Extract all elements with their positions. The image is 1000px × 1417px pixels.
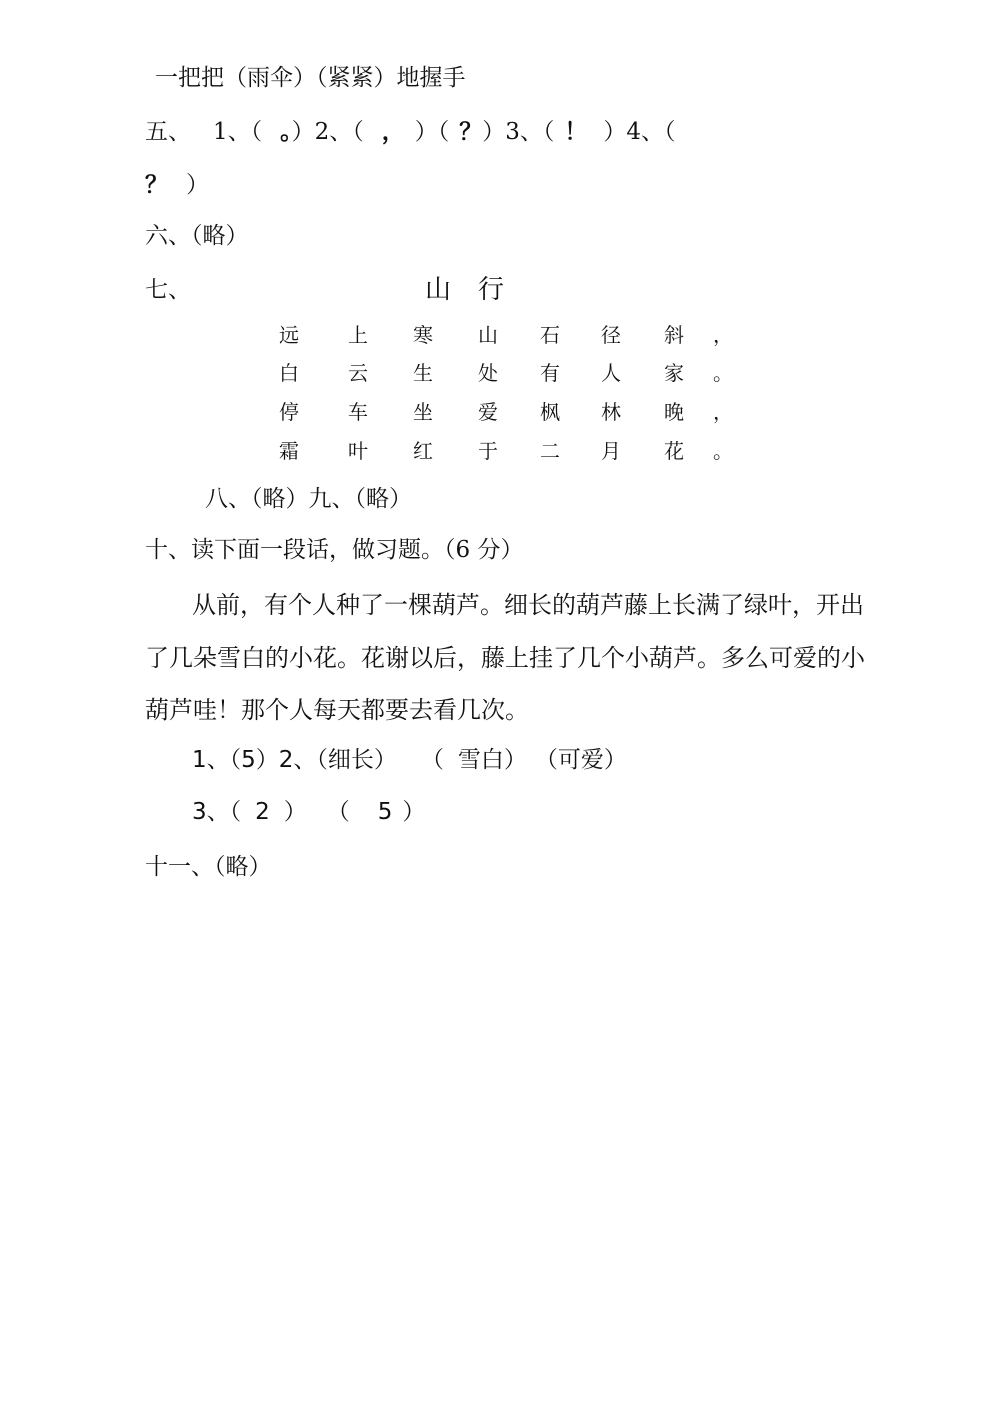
q5-label: 五、 [145, 119, 191, 145]
ans1-part: 1、（5）2、（细长） [192, 747, 397, 773]
question-10-answer-1 [192, 745, 627, 775]
poem-char: 于 [478, 439, 498, 463]
q5-c5: ） [186, 172, 209, 198]
question-6: 六、（略） [145, 223, 249, 249]
poem-char: 叶 [348, 439, 368, 463]
poem-char: 坐 [413, 400, 433, 424]
ans3-val1: 2 [255, 799, 270, 825]
poem-char: 有 [540, 361, 560, 385]
poem-char: 花 [664, 439, 684, 463]
question-11: 十一、（略） [145, 854, 272, 880]
answer-line-1: 一把把（雨伞）（紧紧）地握手 [155, 65, 466, 91]
q5-a2: ， [381, 118, 405, 145]
poem-char: 红 [413, 439, 433, 463]
paragraph-line: 葫芦哇！那个人每天都要去看几次。 [145, 696, 529, 724]
ans1-open: （ [420, 747, 444, 773]
question-8-9: 八、（略）九、（略） [205, 486, 412, 512]
q5-a5: ？ [145, 171, 168, 198]
poem-char: 上 [348, 323, 368, 347]
poem-char: 家 [664, 361, 684, 385]
ans1-word2: （可爱） [534, 747, 627, 773]
poem-char: 停 [279, 400, 299, 424]
poem-char: 山 [478, 323, 498, 347]
poem-char: 人 [601, 361, 621, 385]
poem-char: 霜 [279, 439, 299, 463]
poem-char: 石 [540, 323, 560, 347]
poem-char: 寒 [413, 323, 433, 347]
q5-a4: ！ [564, 118, 588, 145]
poem-char: 斜 [664, 323, 684, 347]
ans3-close2: ） [402, 799, 426, 825]
poem-char: 生 [413, 361, 433, 385]
ans3-open2: （ [326, 799, 350, 825]
q5-c1: ）2、（ [291, 119, 364, 145]
poem-title-char: 山 [425, 275, 452, 305]
q5-a1: 。 [280, 118, 292, 145]
poem-char: 月 [601, 439, 621, 463]
poem-char: 处 [478, 361, 498, 385]
poem-char: 。 [713, 439, 733, 463]
poem-title-char: 行 [478, 275, 505, 305]
poem-char: 晚 [664, 400, 684, 424]
question-10-answer-3 [192, 797, 425, 827]
ans1-word: 雪白） [457, 747, 527, 773]
question-5-cont [145, 170, 209, 200]
paragraph-line: 了几朵雪白的小花。花谢以后，藤上挂了几个小葫芦。多么可爱的小 [145, 644, 865, 672]
poem-char: 径 [601, 323, 621, 347]
poem-char: 二 [540, 439, 560, 463]
poem-char: 车 [348, 400, 368, 424]
poem-char: 远 [279, 323, 299, 347]
ans3-val2: 5 [377, 799, 393, 825]
poem-char: 爱 [478, 400, 498, 424]
ans3-label: 3、（ [192, 799, 242, 825]
paragraph-line: 从前，有个人种了一棵葫芦。细长的葫芦藤上长满了绿叶，开出 [192, 591, 864, 619]
ans3-close1: ） [283, 799, 307, 825]
poem-char: ， [713, 400, 733, 424]
poem-char: 白 [279, 361, 299, 385]
poem-char: ， [713, 323, 733, 347]
poem-char: 。 [713, 361, 733, 385]
poem-char: 枫 [540, 400, 560, 424]
q5-a3: ？ [459, 118, 483, 145]
poem-char: 林 [601, 400, 621, 424]
q5-c3: ）3、（ [482, 119, 555, 145]
q5-c2: ）（ [414, 119, 450, 145]
question-5 [145, 117, 676, 147]
q5-c4: ）4、（ [603, 119, 676, 145]
question-7-label: 七、 [145, 277, 191, 303]
q5-n1: 1、（ [213, 119, 263, 145]
question-10-heading: 十、读下面一段话，做习题。（6 分） [145, 537, 524, 563]
poem-char: 云 [348, 361, 368, 385]
